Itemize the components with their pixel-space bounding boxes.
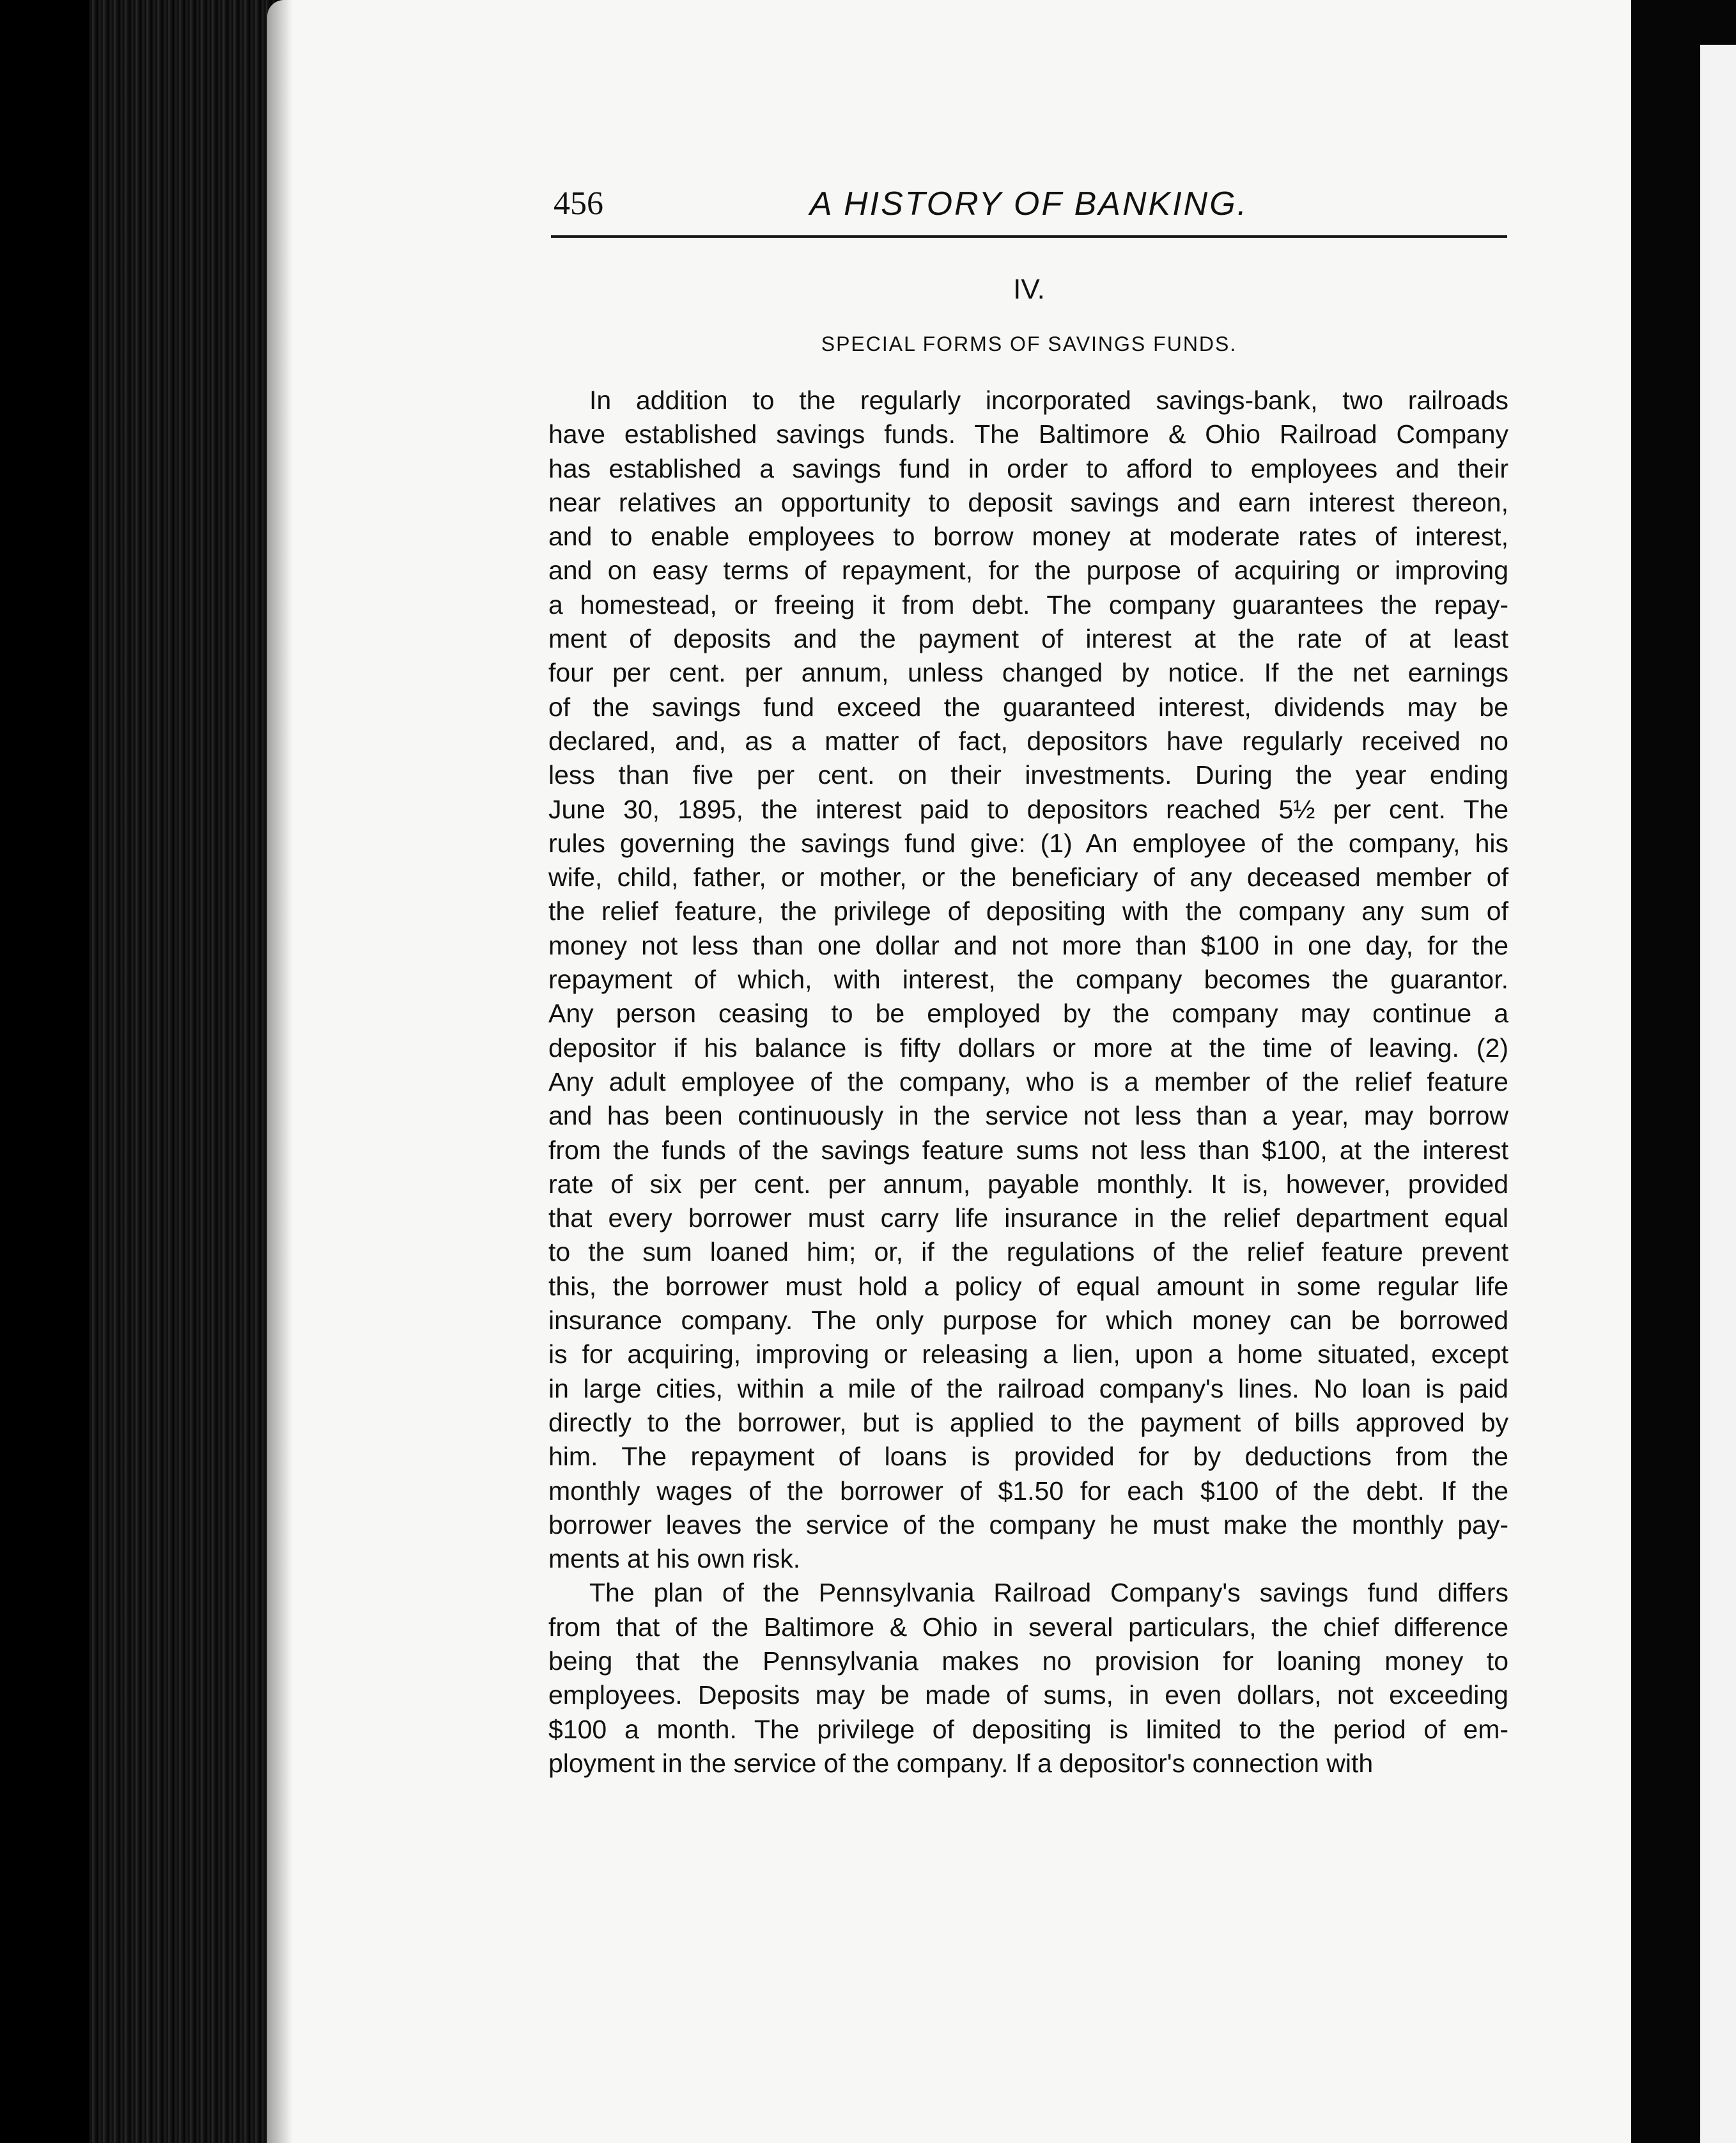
text-line: him. The repayment of loans is provided for by deductions from the	[548, 1442, 1508, 1472]
next-page-sliver	[1700, 45, 1736, 2143]
section-title: SPECIAL FORMS OF SAVINGS FUNDS.	[821, 332, 1237, 355]
page-number: 456	[554, 185, 603, 222]
paragraph	[548, 1576, 1508, 1781]
text-line: from the funds of the savings feature sums not less than $100, at the interest	[548, 1135, 1508, 1165]
text-line: June 30, 1895, the interest paid to depositors reached 5½ per cent. The	[548, 794, 1508, 824]
text-line: less than five per cent. on their investments. During the year ending	[548, 760, 1508, 790]
text-line: employees. Deposits may be made of sums, in even dollars, not exceeding	[548, 1680, 1508, 1710]
text-line: wife, child, father, or mother, or the beneficiary of any deceased member of	[548, 862, 1508, 892]
paragraph	[548, 384, 1508, 1576]
text-line: this, the borrower must hold a policy of equal amount in some regular life	[548, 1271, 1508, 1301]
text-line: have established savings funds. The Baltimore & Ohio Railroad Company	[548, 419, 1508, 449]
text-line: ment of deposits and the payment of interest at the rate of at least	[548, 624, 1508, 654]
text-line: declared, and, as a matter of fact, depositors have regularly received no	[548, 726, 1508, 756]
text-line: The plan of the Pennsylvania Railroad Company's savings fund differs	[589, 1578, 1508, 1608]
text-line: repayment of which, with interest, the company becomes the guarantor.	[548, 965, 1508, 995]
text-line: monthly wages of the borrower of $1.50 for each $100 of the debt. If the	[548, 1476, 1508, 1506]
text-line: that every borrower must carry life insurance in the relief department equal	[548, 1203, 1508, 1233]
text-line: the relief feature, the privilege of depositing with the company any sum of	[548, 896, 1508, 926]
text-line: insurance company. The only purpose for which money can be borrowed	[548, 1305, 1508, 1336]
text-line: In addition to the regularly incorporated savings-bank, two railroads	[589, 386, 1508, 415]
text-line: has established a savings fund in order to afford to employees and their	[548, 453, 1508, 483]
scan-dark-margin	[0, 0, 89, 2143]
text-line: four per cent. per annum, unless changed by notice. If the net earnings	[548, 658, 1508, 688]
running-title: A HISTORY OF BANKING.	[809, 185, 1249, 222]
text-line: in large cities, within a mile of the railroad company's lines. No loan is paid	[548, 1373, 1508, 1403]
text-line: Any adult employee of the company, who is a member of the relief feature	[548, 1066, 1508, 1096]
text-line: is for acquiring, improving or releasing a lien, upon a home situated, except	[548, 1339, 1508, 1369]
text-line: from that of the Baltimore & Ohio in several particulars, the chief difference	[548, 1612, 1508, 1642]
text-line: to the sum loaned him; or, if the regulations of the relief feature prevent	[548, 1237, 1508, 1267]
text-line: and on easy terms of repayment, for the purpose of acquiring or improving	[548, 556, 1508, 586]
text-line: a homestead, or freeing it from debt. The company guarantees the repay-	[548, 589, 1508, 620]
text-line: rules governing the savings fund give: (1) An employee of the company, his	[548, 828, 1508, 858]
header-rule	[551, 235, 1507, 238]
text-line: ments at his own risk.	[548, 1544, 801, 1574]
body-text	[548, 384, 1508, 1781]
page-gutter-shadow	[267, 0, 293, 2143]
text-line: rate of six per cent. per annum, payable monthly. It is, however, provided	[548, 1169, 1508, 1199]
text-line: near relatives an opportunity to deposit savings and earn interest thereon,	[548, 487, 1508, 517]
text-line: and has been continuously in the service not less than a year, may borrow	[548, 1101, 1508, 1131]
text-line: Any person ceasing to be employed by the company may continue a	[548, 999, 1508, 1029]
running-header	[551, 182, 1507, 233]
text-line: of the savings fund exceed the guaranteed interest, dividends may be	[548, 692, 1508, 722]
text-line: borrower leaves the service of the company he must make the monthly pay-	[548, 1509, 1508, 1539]
text-line: being that the Pennsylvania makes no provision for loaning money to	[548, 1646, 1508, 1676]
text-line: and to enable employees to borrow money at moderate rates of interest,	[548, 522, 1508, 552]
section-number: IV.	[1013, 274, 1045, 305]
text-line: ployment in the service of the company. If a depositor's connection with	[548, 1748, 1374, 1778]
text-line: $100 a month. The privilege of depositing is limited to the period of em-	[548, 1714, 1508, 1744]
text-line: money not less than one dollar and not more than $100 in one day, for the	[548, 930, 1508, 960]
text-line: depositor if his balance is fifty dollars or more at the time of leaving. (2)	[548, 1033, 1508, 1063]
text-line: directly to the borrower, but is applied to the payment of bills approved by	[548, 1407, 1508, 1437]
